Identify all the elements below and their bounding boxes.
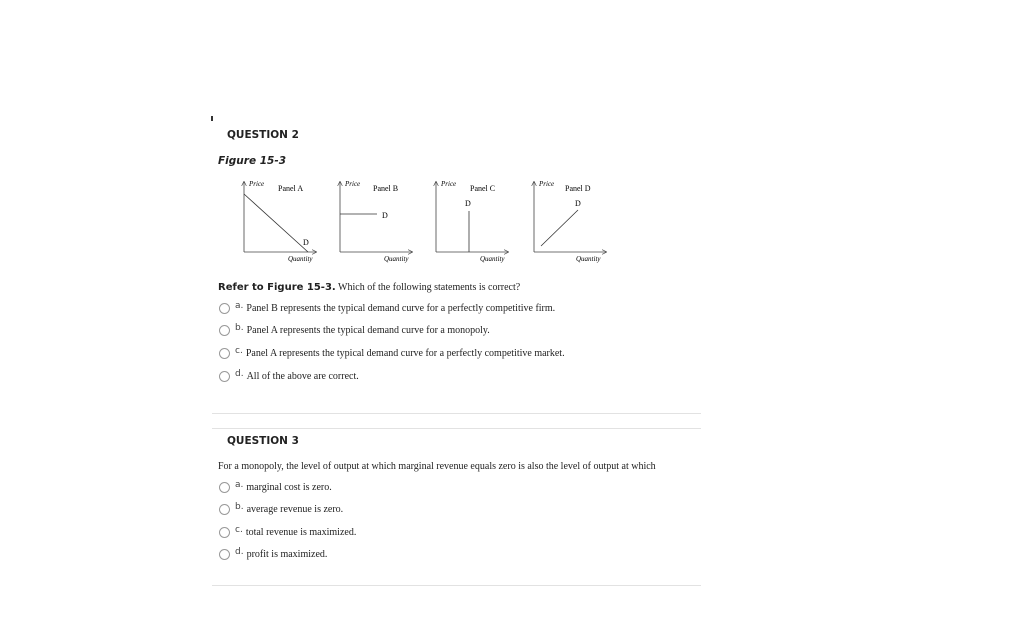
option-text: Panel A represents the typical demand curve for a perfectly competitive market. bbox=[245, 347, 565, 359]
panel-d-quantity-label: Quantity bbox=[576, 255, 601, 263]
panel-b-curve-label: D bbox=[382, 211, 388, 220]
q2-option-c[interactable] bbox=[219, 346, 565, 360]
figure-title: Figure 15-3 bbox=[218, 155, 286, 167]
option-letter: a. bbox=[235, 480, 244, 490]
panel-c-price-label: Price bbox=[441, 180, 457, 188]
figure-15-3 bbox=[236, 176, 616, 266]
panel-c-title: Panel C bbox=[470, 184, 496, 193]
panel-d-title: Panel D bbox=[565, 184, 591, 193]
q2-option-a[interactable] bbox=[219, 301, 555, 315]
option-letter: b. bbox=[235, 323, 244, 333]
page-marker bbox=[211, 116, 213, 121]
option-text: profit is maximized. bbox=[246, 548, 328, 560]
radio-button[interactable] bbox=[219, 348, 230, 359]
radio-button[interactable] bbox=[219, 482, 230, 493]
option-letter: d. bbox=[235, 547, 244, 557]
panel-b-title: Panel B bbox=[373, 184, 399, 193]
panel-a-curve-label: D bbox=[303, 238, 309, 247]
panel-c-curve-label: D bbox=[465, 199, 471, 208]
question-2-heading: QUESTION 2 bbox=[227, 129, 299, 141]
figure-reference: Refer to Figure 15-3. bbox=[218, 282, 336, 293]
panel-a-quantity-label: Quantity bbox=[288, 255, 313, 263]
option-text: All of the above are correct. bbox=[246, 370, 359, 382]
panel-d-price-label: Price bbox=[539, 180, 555, 188]
radio-button[interactable] bbox=[219, 527, 230, 538]
q3-option-a[interactable] bbox=[219, 480, 332, 494]
radio-button[interactable] bbox=[219, 504, 230, 515]
option-text: total revenue is maximized. bbox=[245, 526, 357, 538]
radio-button[interactable] bbox=[219, 549, 230, 560]
option-letter: d. bbox=[235, 369, 244, 379]
radio-button[interactable] bbox=[219, 325, 230, 336]
panel-a-title: Panel A bbox=[278, 184, 304, 193]
q3-option-b[interactable] bbox=[219, 502, 343, 516]
panel-b-price-label: Price bbox=[345, 180, 361, 188]
option-letter: a. bbox=[235, 301, 244, 311]
option-text: average revenue is zero. bbox=[246, 503, 344, 515]
option-text: marginal cost is zero. bbox=[246, 481, 332, 493]
question-3-prompt: For a monopoly, the level of output at which marginal revenue equals zero is also the level of output at which bbox=[218, 461, 656, 472]
option-letter: b. bbox=[235, 502, 244, 512]
panel-d bbox=[534, 180, 606, 263]
question-3-heading: QUESTION 3 bbox=[227, 435, 299, 447]
q3-option-d[interactable] bbox=[219, 547, 327, 561]
option-letter: c. bbox=[235, 525, 243, 535]
section-divider bbox=[212, 428, 701, 429]
option-text: Panel B represents the typical demand curve for a perfectly competitive firm. bbox=[246, 302, 556, 314]
q2-option-d[interactable] bbox=[219, 369, 359, 383]
section-divider bbox=[212, 585, 701, 586]
question-2-prompt bbox=[218, 282, 520, 293]
radio-button[interactable] bbox=[219, 371, 230, 382]
panel-d-curve-label: D bbox=[575, 199, 581, 208]
q2-option-b[interactable] bbox=[219, 323, 490, 337]
option-text: Panel A represents the typical demand curve for a monopoly. bbox=[246, 324, 490, 336]
q3-option-c[interactable] bbox=[219, 525, 356, 539]
panel-c-quantity-label: Quantity bbox=[480, 255, 505, 263]
panel-c bbox=[436, 180, 508, 263]
panel-b-quantity-label: Quantity bbox=[384, 255, 409, 263]
option-letter: c. bbox=[235, 346, 243, 356]
radio-button[interactable] bbox=[219, 303, 230, 314]
question-2-prompt-text: Which of the following statements is correct? bbox=[335, 282, 521, 293]
panel-a-price-label: Price bbox=[249, 180, 265, 188]
section-divider bbox=[212, 413, 701, 414]
panel-a bbox=[244, 180, 316, 263]
panel-b bbox=[340, 180, 412, 263]
